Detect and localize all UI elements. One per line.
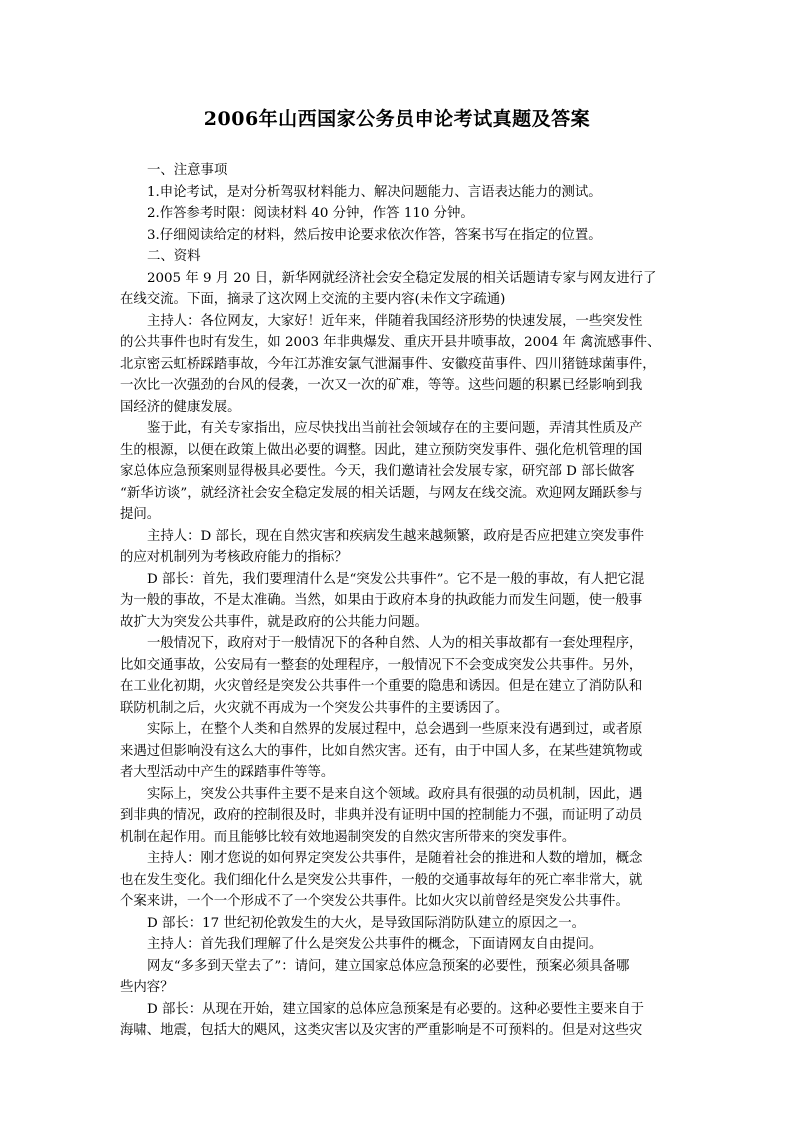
text-line: 也在发生变化。我们细化什么是突发公共事件，一般的交通事故每年的死亡率非常大，就 bbox=[120, 872, 643, 888]
text-line: 在工业化初期，火灾曾经是突发公共事件一个重要的隐患和诱因。但是在建立了消防队和 bbox=[120, 679, 643, 694]
text-line: 3.仔细阅读给定的材料，然后按申论要求依次作答，答案书写在指定的位置。 bbox=[147, 227, 602, 243]
text-line: 在线交流。下面，摘录了这次网上交流的主要内容(未作文字疏通) bbox=[120, 292, 506, 307]
text-line: “新华访谈”，就经济社会安全稳定发展的相关话题，与网友在线交流。欢迎网友踊跃参与 bbox=[120, 485, 643, 501]
text-line: 家总体应急预案则显得极具必要性。今天，我们邀请社会发展专家，研究部 D 部长做客 bbox=[120, 464, 635, 479]
text-line: 的应对机制列为考核政府能力的指标？ bbox=[120, 550, 348, 565]
text-line: 一、注意事项 bbox=[147, 163, 228, 178]
document-body bbox=[120, 160, 680, 1042]
text-line: 到非典的情况，政府的控制很及时，非典并没有证明中国的控制能力不强，而证明了动员 bbox=[120, 808, 643, 823]
text-line: 海啸、地震，包括大的飓风，这类灾害以及灾害的严重影响是不可预料的。但是对这些灾 bbox=[120, 1023, 643, 1038]
text-line: D 部长：首先，我们要理清什么是“突发公共事件”。它不是一般的事故，有人把它混 bbox=[147, 571, 645, 587]
text-line: 2005 年 9 月 20 日，新华网就经济社会安全稳定发展的相关话题请专家与网友进行了 bbox=[147, 270, 657, 286]
text-line: 提问。 bbox=[120, 507, 161, 522]
text-line: 生的根源，以便在政策上做出必要的调整。因此，建立预防突发事件、强化危机管理的国 bbox=[120, 442, 643, 458]
text-line: 机制在起作用。而且能够比较有效地遏制突发的自然灾害所带来的突发事件。 bbox=[120, 829, 576, 845]
text-line: 实际上，突发公共事件主要不是来自这个领域。政府具有很强的动员机制，因此，遇 bbox=[147, 786, 643, 802]
text-line: 国经济的健康发展。 bbox=[120, 399, 241, 415]
text-line: 些内容？ bbox=[120, 980, 174, 995]
text-line: 的公共事件也时有发生，如 2003 年非典爆发、重庆开县井喷事故，2004 年 禽流感事件、 bbox=[120, 335, 661, 350]
text-line: D 部长：17 世纪初伦敦发生的大火，是导致国际消防队建立的原因之一。 bbox=[147, 915, 586, 931]
text-line: 故扩大为突发公共事件，就是政府的公共能力问题。 bbox=[120, 614, 428, 630]
text-line: 为一般的事故，不是太准确。当然，如果由于政府本身的执政能力而发生问题，使一般事 bbox=[120, 593, 643, 608]
text-line: 主持人：各位网友，大家好！近年来，伴随着我国经济形势的快速发展，一些突发性 bbox=[147, 313, 643, 329]
document-title: 2006年山西国家公务员申论考试真题及答案 bbox=[203, 108, 591, 130]
text-line: 比如交通事故，公安局有一整套的处理程序，一般情况下不会变成突发公共事件。另外， bbox=[120, 657, 643, 673]
text-line: D 部长：从现在开始，建立国家的总体应急预案是有必要的。这种必要性主要来自于 bbox=[147, 1001, 645, 1017]
text-line: 1.申论考试，是对分析驾驭材料能力、解决问题能力、言语表达能力的测试。 bbox=[147, 184, 602, 200]
text-line: 个案来讲，一个一个形成不了一个突发公共事件。比如火灾以前曾经是突发公共事件。 bbox=[120, 894, 629, 909]
text-line: 二、资料 bbox=[147, 249, 201, 264]
text-line: 主持人：刚才您说的如何界定突发公共事件，是随着社会的推进和人数的增加，概念 bbox=[147, 851, 643, 866]
text-line: 主持人：首先我们理解了什么是突发公共事件的概念，下面请网友自由提问。 bbox=[147, 937, 603, 952]
text-line: 联防机制之后，火灾就不再成为一个突发公共事件的主要诱因了。 bbox=[120, 700, 509, 716]
text-line: 网友“多多到天堂去了”：请问，建立国家总体应急预案的必要性，预案必须具备哪 bbox=[147, 958, 630, 974]
text-line: 鉴于此，有关专家指出，应尽快找出当前社会领域存在的主要问题，弄清其性质及产 bbox=[147, 421, 643, 436]
text-line: 主持人：D 部长，现在自然灾害和疾病发生越来越频繁，政府是否应把建立突发事件 bbox=[147, 528, 645, 544]
text-line: 北京密云虹桥踩踏事故，今年江苏淮安氯气泄漏事件、安徽疫苗事件、四川猪链球菌事件， bbox=[120, 356, 656, 372]
text-line: 2.作答参考时限：阅读材料 40 分钟，作答 110 分钟。 bbox=[147, 206, 474, 221]
text-line: 者大型活动中产生的踩踏事件等等。 bbox=[120, 765, 335, 780]
text-line: 一般情况下，政府对于一般情况下的各种自然、人为的相关事故都有一套处理程序， bbox=[147, 636, 643, 651]
text-line: 实际上，在整个人类和自然界的发展过程中，总会遇到一些原来没有遇到过，或者原 bbox=[147, 722, 643, 737]
text-line: 一次比一次强劲的台风的侵袭，一次又一次的矿难，等等。这些问题的积累已经影响到我 bbox=[120, 378, 643, 393]
text-line: 来遇过但影响没有这么大的事件，比如自然灾害。还有，由于中国人多，在某些建筑物或 bbox=[120, 743, 643, 759]
